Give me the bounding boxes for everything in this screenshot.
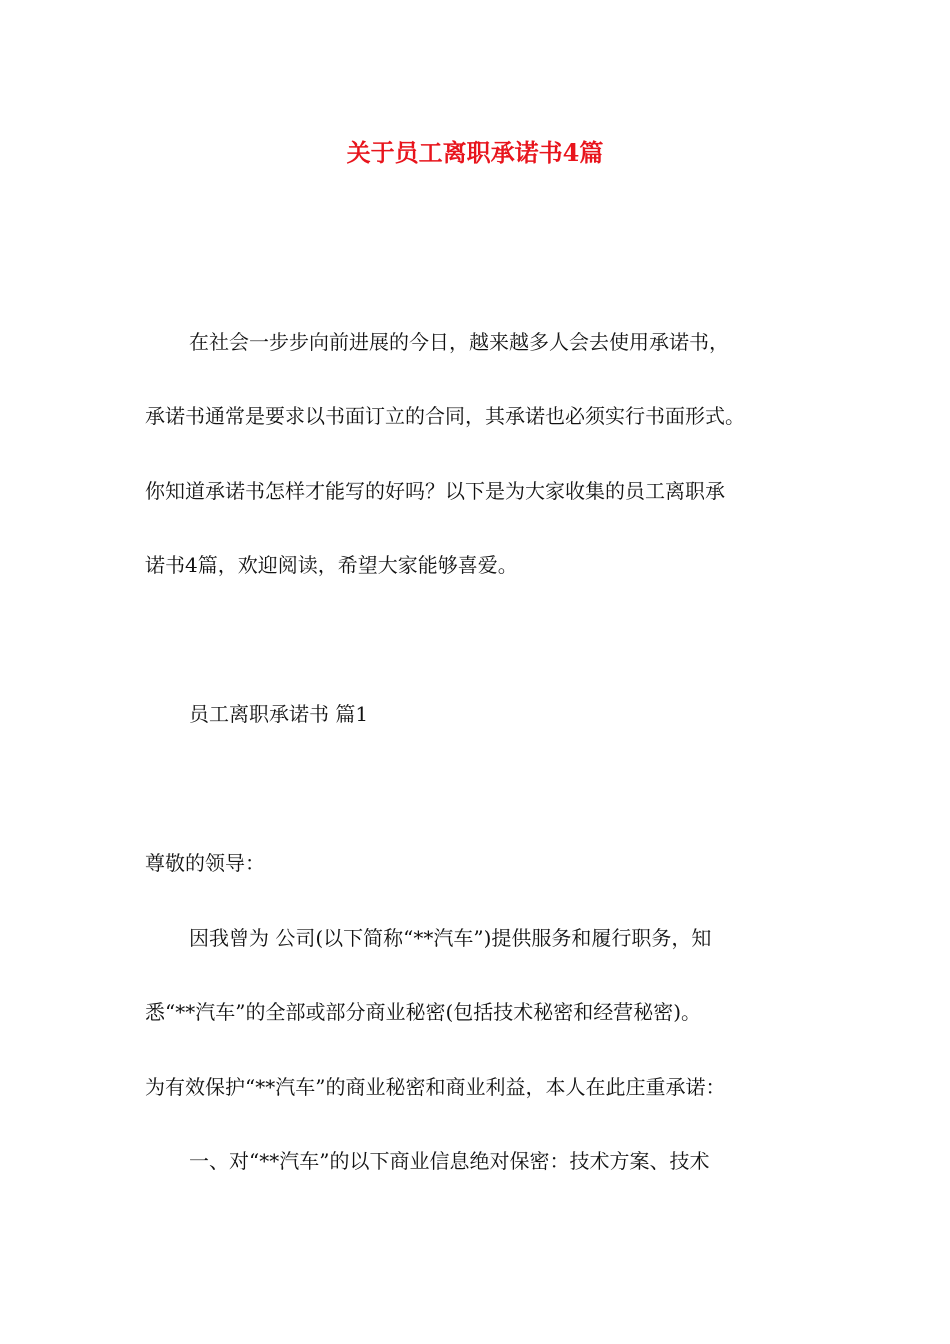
document-title: 关于员工离职承诺书4篇 <box>346 138 604 167</box>
body-line-4: 一、对“**汽车”的以下商业信息绝对保密：技术方案、技术 <box>189 1149 710 1173</box>
body-line-2: 悉“**汽车”的全部或部分商业秘密(包括技术秘密和经营秘密)。 <box>145 1000 702 1024</box>
intro-line-3: 你知道承诺书怎样才能写的好吗？以下是为大家收集的员工离职承 <box>145 479 725 503</box>
section-heading: 员工离职承诺书 篇1 <box>189 702 369 726</box>
body-line-3: 为有效保护“**汽车”的商业秘密和商业利益，本人在此庄重承诺： <box>145 1075 726 1099</box>
intro-line-4: 诺书4篇，欢迎阅读，希望大家能够喜爱。 <box>145 553 518 577</box>
salutation: 尊敬的领导： <box>145 851 265 875</box>
intro-line-1: 在社会一步步向前进展的今日，越来越多人会去使用承诺书， <box>189 330 729 354</box>
intro-line-2: 承诺书通常是要求以书面订立的合同，其承诺也必须实行书面形式。 <box>145 404 745 428</box>
body-line-1: 因我曾为 公司(以下简称“**汽车”)提供服务和履行职务，知 <box>189 926 712 950</box>
